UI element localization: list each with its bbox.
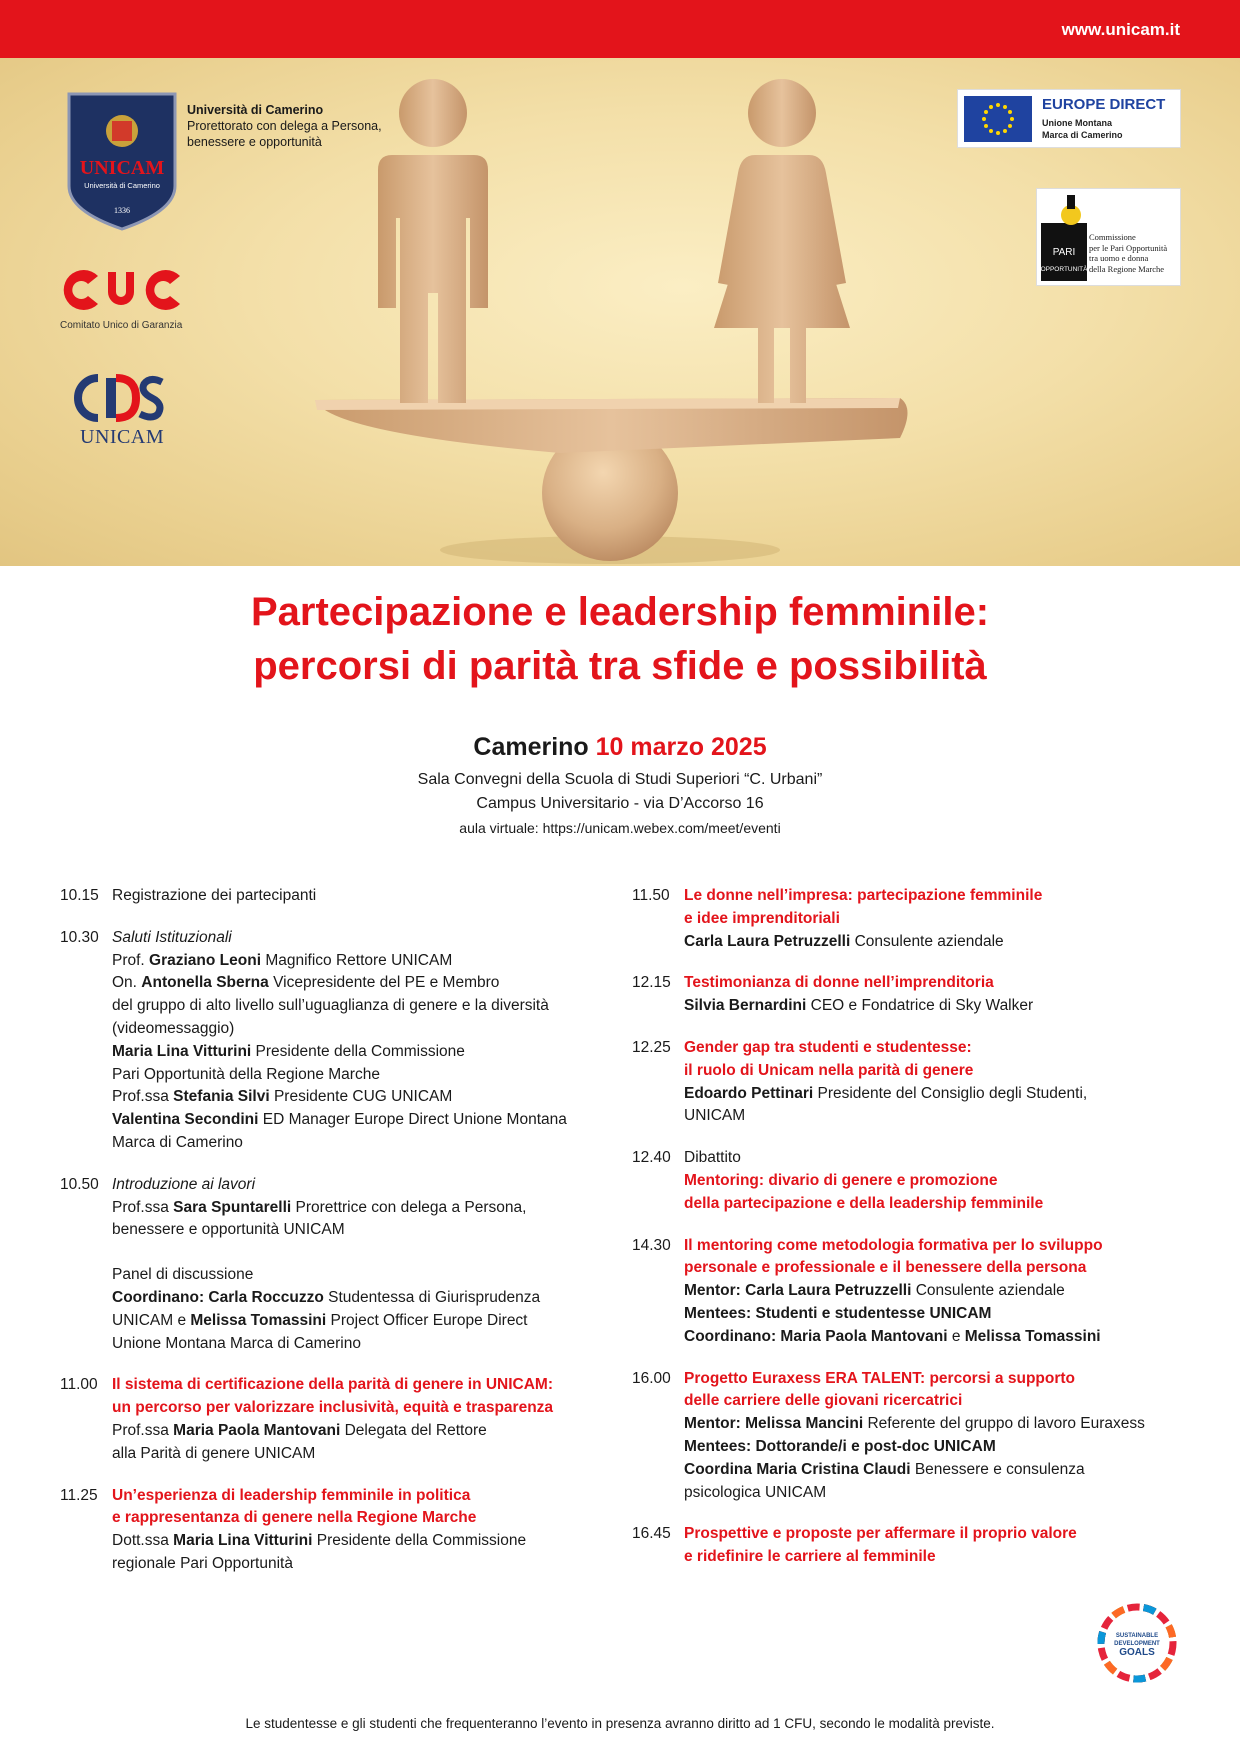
program-item: 12.25 Gender gap tra studenti e studentesse: il ruolo di Unicam nella parità di genere Edoardo Pettinari Presidente del Consiglio degli Studenti, UNICAM — [632, 1038, 1088, 1125]
cug-logo — [58, 268, 184, 318]
unicam-shield-logo — [66, 91, 178, 231]
cds-logo — [72, 372, 168, 424]
website-link[interactable]: www.unicam.it — [1061, 20, 1180, 39]
virtual-room-link[interactable]: aula virtuale: https://unicam.webex.com/meet/eventi — [459, 820, 781, 836]
pari-opportunita-logo: PARI OPPORTUNITÀ Commissione per le Pari Opportunità tra uomo e donna della Regione Marche — [1036, 188, 1181, 286]
program-item: 16.00 Progetto Euraxess ERA TALENT: percorsi a supporto delle carriere delle giovani ricercatrici Mentor: Melissa Mancini Referente del gruppo di lavoro Euraxess Mentees: Dottorande/i e post-doc UNICAM Coordina Maria Cristina Claudi Benessere e consulenza psicologica UNICAM — [632, 1369, 1145, 1501]
program-item: 14.30 Il mentoring come metodologia formativa per lo sviluppo personale e professionale e il benessere della persona Mentor: Carla Laura Petruzzelli Consulente aziendale Mentees: Studenti e studentesse UNICAM Coordinano: Maria Paola Mantovani e Melissa Tomassini — [632, 1236, 1103, 1345]
program-item: 10.50 Introduzione ai lavori Prof.ssa Sara Spuntarelli Prorettrice con delega a Persona, benessere e opportunità UNICAM Panel di discussione Coordinano: Carla Roccuzzo Studentessa di Giurisprudenza UNICAM e Melissa Tomassini Project Officer Europe Direct Unione Montana Marca di Camerino — [60, 1175, 541, 1352]
top-bar — [0, 0, 1240, 58]
cfu-footer-note: Le studentesse e gli studenti che frequenteranno l’evento in presenza avranno diritto ad 1 CFU, secondo le modalità previste. — [245, 1716, 995, 1731]
program-item: 11.00 Il sistema di certificazione della parità di genere in UNICAM: un percorso per valorizzare inclusività, equità e trasparenza Prof.ssa Maria Paola Mantovani Delegata del Rettore alla Parità di genere UNICAM — [60, 1376, 554, 1462]
program-item: 12.40 Dibattito Mentoring: divario di genere e promozione della partecipazione e della leadership femminile — [632, 1149, 1044, 1212]
event-date: Camerino 10 marzo 2025 — [473, 733, 767, 761]
svg-text:1336: 1336 — [114, 206, 130, 215]
svg-text:DEVELOPMENT: DEVELOPMENT — [1114, 1641, 1160, 1647]
program-item: 16.45 Prospettive e proposte per affermare il proprio valore e ridefinire le carriere al femminile — [632, 1525, 1077, 1566]
hero-banner — [0, 58, 1240, 566]
program-item: 11.25 Un’esperienza di leadership femminile in politica e rappresentanza di genere nella Regione Marche Dott.ssa Maria Lina Vitturini Presidente della Commissione regionale Pari Opportunità — [60, 1486, 527, 1572]
eu-flag-icon — [964, 96, 1032, 142]
program-item: 10.30 Saluti Istituzionali Prof. Graziano Leoni Magnifico Rettore UNICAM On. Antonella Sberna Vicepresidente del PE e Membro del gruppo di alto livello sull’uguaglianza di genere e la diversità (videomessaggio) Maria Lina Vitturini Presidente della Commissione Pari Opportunità della Regione Marche Prof.ssa Stefania Silvi Presidente CUG UNICAM Valentina Secondini ED Manager Europe Direct Unione Montana Marca di Camerino — [60, 928, 567, 1151]
sdg-wheel-logo — [1094, 1600, 1180, 1686]
pari-opportunita-mark — [1041, 193, 1087, 281]
cug-caption: Comitato Unico di Garanzia — [60, 320, 183, 331]
svg-text:PARI: PARI — [1052, 247, 1076, 258]
europe-direct-logo: EUROPE DIRECT Unione Montana Marca di Camerino — [957, 89, 1181, 148]
svg-text:Università di Camerino: Università di Camerino — [84, 181, 160, 190]
svg-text:SUSTAINABLE: SUSTAINABLE — [1115, 1633, 1159, 1639]
event-title: Partecipazione e leadership femminile: percorsi di parità tra sfide e possibilità — [250, 590, 990, 688]
program-right-column — [632, 885, 1192, 1588]
event-venue: Sala Convegni della Scuola di Studi Superiori “C. Urbani” Campus Universitario - via D’Accorso 16 aula virtuale: https://unicam.webex.com/meet/eventi — [0, 768, 1240, 840]
cds-caption: UNICAM — [80, 426, 165, 448]
program-item: 11.50 Le donne nell’impresa: partecipazione femminile e idee imprenditoriali Carla Laura Petruzzelli Consulente aziendale — [632, 887, 1043, 950]
svg-text:OPPORTUNITÀ: OPPORTUNITÀ — [1041, 266, 1087, 273]
program-left-column — [60, 885, 620, 1595]
svg-text:GOALS: GOALS — [1119, 1647, 1155, 1658]
program-item: 12.15 Testimonianza di donne nell’imprenditoria Silvia Bernardini CEO e Fondatrice di Sky Walker — [632, 974, 1034, 1015]
svg-text:UNICAM: UNICAM — [79, 157, 165, 179]
unicam-office-text: Università di Camerino Prorettorato con delega a Persona, benessere e opportunità — [187, 103, 382, 149]
program-item: 10.15 Registrazione dei partecipanti — [60, 887, 317, 904]
